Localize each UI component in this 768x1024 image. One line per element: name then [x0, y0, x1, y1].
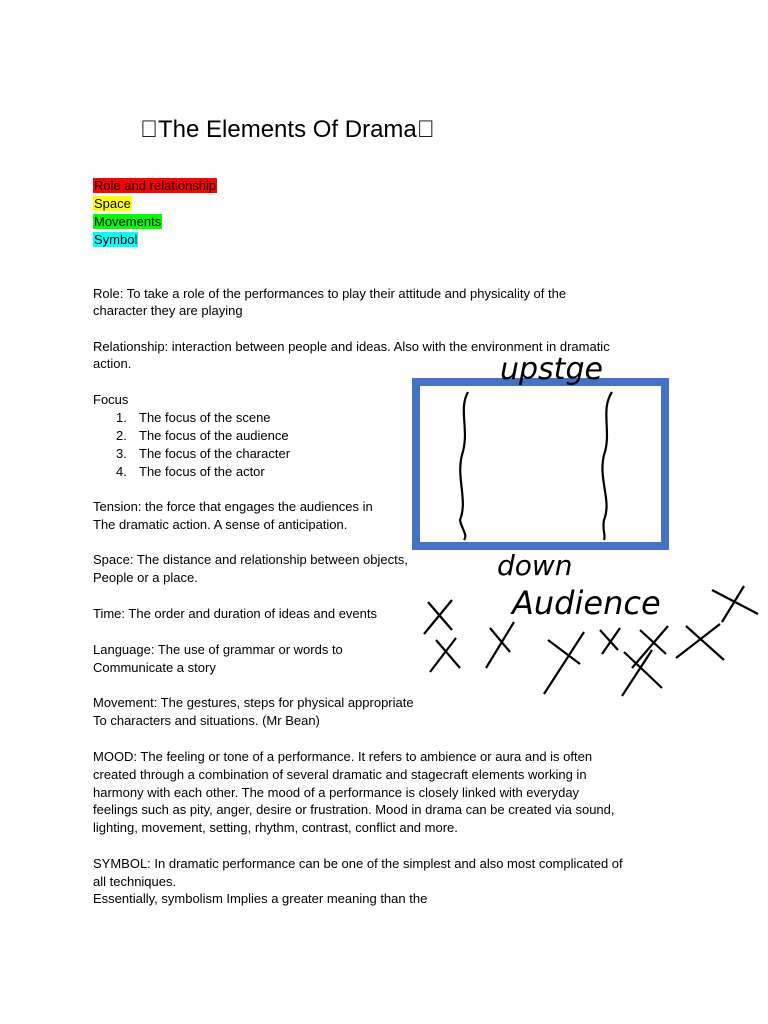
focus-item-number: 4.: [116, 464, 127, 479]
mood-line-2: created through a combination of several dramatic and stagecraft elements working in: [93, 767, 587, 782]
page-title:  The Elements Of Drama : [140, 116, 435, 143]
audience-x-mark: [600, 628, 620, 654]
time-line-1: Time: The order and duration of ideas and events: [93, 606, 378, 621]
audience-x-mark: [486, 622, 514, 668]
space-line-1: Space: The distance and relationship between objects,: [93, 552, 408, 567]
mood-line-5: lighting, movement, setting, rhythm, contrast, conflict and more.: [93, 820, 458, 835]
legend-label: Movements: [94, 214, 162, 229]
stage-curtain-right: [602, 392, 612, 540]
tension-line-2: The dramatic action. A sense of anticipation.: [93, 517, 348, 532]
audience-marks: [424, 586, 758, 696]
movement-line-2: To characters and situations. (Mr Bean): [93, 713, 320, 728]
focus-item-text: The focus of the audience: [139, 428, 289, 443]
label-upstage: upstge: [500, 352, 603, 387]
audience-x-mark: [544, 632, 584, 694]
focus-label: Focus: [93, 392, 129, 407]
focus-item-text: The focus of the actor: [139, 464, 265, 479]
audience-x-mark: [424, 600, 452, 634]
focus-item-text: The focus of the scene: [139, 410, 271, 425]
symbol-line-3: Essentially, symbolism Implies a greater meaning than the: [93, 891, 428, 906]
symbol-line-1: SYMBOL: In dramatic performance can be one of the simplest and also most complicated of: [93, 856, 623, 871]
mood-line-3: harmony with each other. The mood of a performance is closely linked with everyday: [93, 785, 580, 800]
legend-label: Space: [94, 196, 131, 211]
role-line-1: Role: To take a role of the performances to play their attitude and physicality of the: [93, 286, 567, 301]
mood-line-4: feelings such as pity, anger, desire or frustration. Mood in drama can be created via sound,: [93, 802, 615, 817]
audience-x-mark: [632, 626, 668, 668]
audience-x-mark: [712, 586, 758, 622]
tension-line-1: Tension: the force that engages the audiences in: [93, 499, 373, 514]
stage-box: [416, 382, 665, 546]
focus-item: [116, 463, 265, 481]
label-downstage: down: [497, 549, 573, 582]
audience-x-mark: [676, 624, 724, 660]
legend-item-movements: [93, 213, 162, 231]
legend-item-space: [93, 195, 132, 213]
legend-item-role: [93, 177, 217, 195]
mood-line-1: MOOD: The feeling or tone of a performance. It refers to ambience or aura and is often: [93, 749, 593, 764]
audience-x-mark: [430, 638, 460, 672]
language-line-2: Communicate a story: [93, 660, 216, 675]
language-line-1: Language: The use of grammar or words to: [93, 642, 343, 657]
role-line-2: character they are playing: [93, 303, 243, 318]
legend-label: Role and relationship: [94, 178, 217, 193]
space-line-2: People or a place.: [93, 570, 198, 585]
legend-item-symbol: [93, 231, 138, 249]
label-audience: Audience: [512, 584, 661, 622]
focus-item-number: 1.: [116, 410, 127, 425]
focus-item-number: 3.: [116, 446, 127, 461]
focus-item: [116, 427, 289, 445]
focus-item-number: 2.: [116, 428, 127, 443]
focus-item: [116, 445, 290, 463]
relationship-line-2: action.: [93, 356, 132, 371]
focus-item: [116, 409, 271, 427]
stage-curtain-left: [460, 392, 468, 540]
audience-x-mark: [622, 650, 662, 696]
focus-item-text: The focus of the character: [139, 446, 291, 461]
symbol-line-2: all techniques.: [93, 874, 177, 889]
legend-label: Symbol: [94, 232, 138, 247]
movement-line-1: Movement: The gestures, steps for physical appropriate: [93, 695, 414, 710]
relationship-line-1: Relationship: interaction between people and ideas. Also with the environment in dramatic: [93, 339, 610, 354]
